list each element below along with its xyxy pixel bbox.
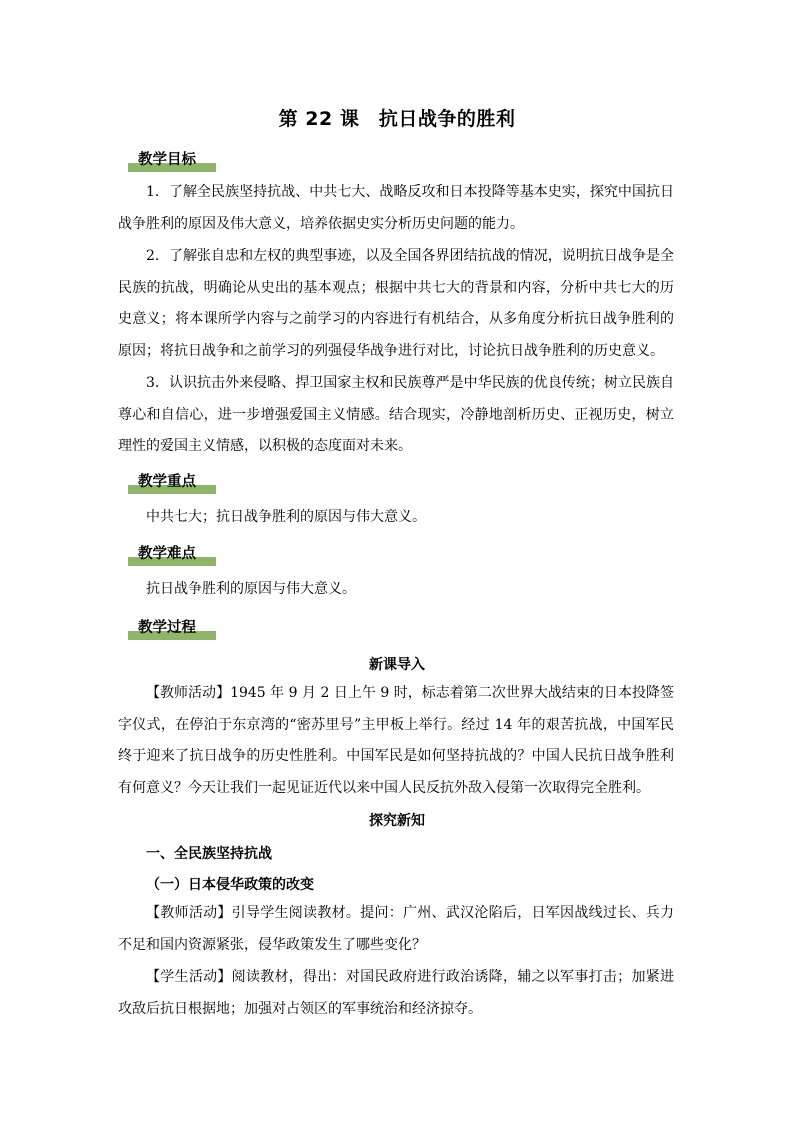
lesson-title: 第 22 课 抗日战争的胜利 xyxy=(278,108,516,130)
difficulties-text: 抗日战争胜利的原因与伟大意义。 xyxy=(146,581,356,597)
student-activity: 【学生活动】阅读教材，得出：对国民政府进行政治诱降，辅之以军事打击；加紧进攻敌后抗日根据地；加强对占领区的军事统治和经济掠夺。 xyxy=(118,969,674,1017)
heading-label: 教学过程 xyxy=(138,620,196,636)
part1-sub-title: （一）日本侵华政策的改变 xyxy=(146,877,314,893)
teacher-activity: 【教师活动】引导学生阅读教材。提问：广州、武汉沦陷后，日军因战线过长、兵力不足和国内资源紧张，侵华政策发生了哪些变化？ xyxy=(118,905,674,953)
part1-title: 一、全民族坚持抗战 xyxy=(146,846,272,862)
heading-label: 教学难点 xyxy=(138,546,196,562)
heading-label: 教学目标 xyxy=(138,152,196,168)
goal-item-3: 3．认识抗击外来侵略、捍卫国家主权和民族尊严是中华民族的优良传统；树立民族自尊心和自信心，进一步增强爱国主义情感。结合现实，冷静地剖析历史、正视历史，树立理性的爱国主义情感，以积极的态度面对未来。 xyxy=(118,375,674,455)
intro-teacher-activity: 【教师活动】1945 年 9 月 2 日上午 9 时，标志着第二次世界大战结束的日本投降签字仪式，在停泊于东京湾的“密苏里号”主甲板上举行。经过 14 年的艰苦抗战，中国军民终于迎来了抗日战争的历史性胜利。中国军民是如何坚持抗战的？中国人民抗日战争胜利有何意义？今天让我们一起见证近代以来中国人民反抗外敌入侵第一次取得完全胜利。 xyxy=(118,685,674,796)
goal-item-1: 1．了解全民族坚持抗战、中共七大、战略反攻和日本投降等基本史实，探究中国抗日战争胜利的原因及伟大意义，培养依据史实分析历史问题的能力。 xyxy=(118,184,674,232)
heading-label: 教学重点 xyxy=(138,474,196,490)
intro-section-title: 新课导入 xyxy=(369,657,425,673)
goal-item-2: 2．了解张自忠和左权的典型事迹，以及全国各界团结抗战的情况，说明抗日战争是全民族的抗战，明确论从史出的基本观点；根据中共七大的背景和内容，分析中共七大的历史意义；将本课所学内容与之前学习的内容进行有机结合，从多角度分析抗日战争胜利的原因；将抗日战争和之前学习的列强侵华战争进行对比，讨论抗日战争胜利的历史意义。 xyxy=(118,248,674,359)
key-points-text: 中共七大；抗日战争胜利的原因与伟大意义。 xyxy=(146,509,426,525)
explore-section-title: 探究新知 xyxy=(369,813,425,829)
